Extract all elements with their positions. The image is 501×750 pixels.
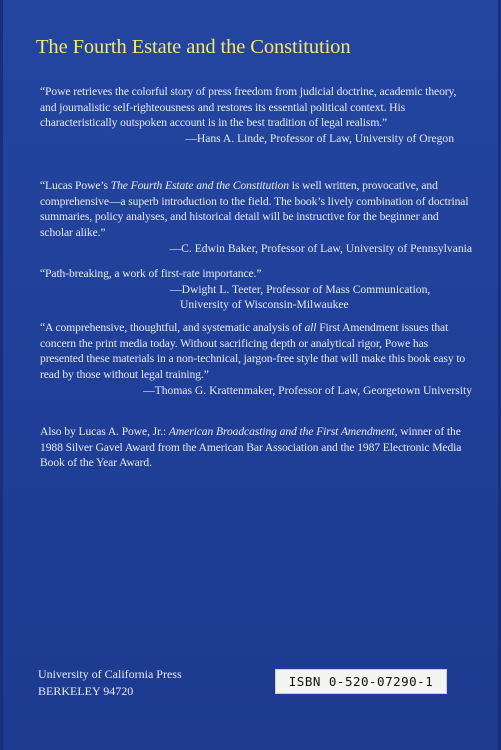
- blurb-attribution: —C. Edwin Baker, Professor of Law, University of Pennsylvania: [169, 241, 472, 255]
- publisher-name: University of California Press: [38, 667, 182, 681]
- blurb-3: [40, 266, 430, 313]
- isbn-label: ISBN 0-520-07290-1: [275, 669, 447, 694]
- book-title: The Fourth Estate and the Constitution: [36, 36, 351, 58]
- blurb-text: “A comprehensive, thoughtful, and systematic analysis of all First Amendment issues that concern the print media today. Without sacrificing depth or analytical rigor, Powe has presented these materials in a non-technical, jargon-free style that will make this book easy to read by those without legal training.”: [40, 321, 466, 382]
- also-by-text: Also by Lucas A. Powe, Jr.: American Broadcasting and the First Amendment, winner of the 1988 Silver Gavel Award from the American Bar Association and the 1987 Electronic Media Book of the Year Award.: [40, 425, 462, 470]
- publisher-city: BERKELEY 94720: [38, 684, 134, 698]
- publisher-imprint: [38, 666, 182, 700]
- blurb-4: [40, 320, 472, 399]
- blurb-2: [40, 178, 472, 257]
- blurb-attribution: —Dwight L. Teeter, Professor of Mass Communication, University of Wisconsin-Milwaukee: [170, 282, 431, 312]
- also-by-author: [40, 424, 472, 471]
- blurb-text: “Powe retrieves the colorful story of press freedom from judicial doctrine, academic theory, and journalistic self-righteousness and restores its essential political context. His characteristically outspoken account is in the best tradition of legal realism.”: [40, 85, 457, 130]
- blurb-attribution: —Hans A. Linde, Professor of Law, University of Oregon: [185, 132, 454, 146]
- blurb-1: [40, 84, 472, 147]
- blurb-text: “Path-breaking, a work of first-rate importance.”: [40, 267, 262, 280]
- blurb-attribution: —Thomas G. Krattenmaker, Professor of Law, Georgetown University: [143, 383, 472, 397]
- blurb-text: “Lucas Powe’s The Fourth Estate and the Constitution is well written, provocative, and comprehensive—a superb introduction to the field. The book’s lively combination of doctrinal summaries, policy analyses, and historical detail will be instructive for the beginner and scholar alike.”: [40, 179, 469, 240]
